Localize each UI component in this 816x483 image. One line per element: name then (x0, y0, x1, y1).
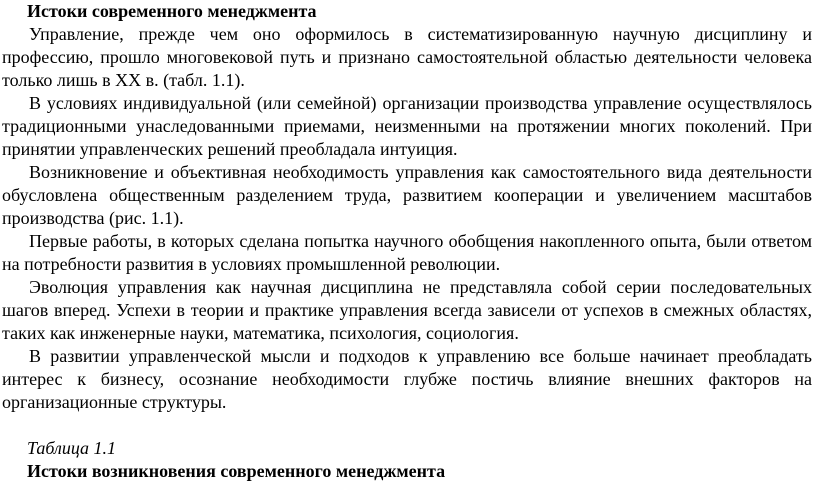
paragraph-5: Эволюция управления как научная дисциплина не представляла собой серии последовательных шагов вперед. Успехи в теории и практике управления всегда зависели от успехов в смежных областях, таких как инженерные науки, математика, психология, социология. (2, 277, 812, 343)
paragraph-3: Возникновение и объективная необходимость управления как самостоятельного вида деятельности обусловлена общественным разделением труда, развитием кооперации и увеличением масштабов производства (рис. 1.1). (2, 162, 812, 228)
paragraph-2: В условиях индивидуальной (или семейной) организации производства управление осуществлялось традиционными унаследованными приемами, неизменными на протяжении многих поколений. При принятии управленческих решений преобладала интуиция. (2, 93, 812, 159)
paragraph-1: Управление, прежде чем оно оформилось в систематизированную научную дисциплину и профессию, прошло многовековой путь и признано самостоятельной областью деятельности человека только лишь в XX в. (табл. 1.1). (2, 24, 812, 90)
blank-line (2, 414, 812, 437)
table-title: Истоки возникновения современного менеджмента (27, 461, 446, 481)
table-caption: Таблица 1.1 (27, 438, 117, 458)
paragraph-6: В развитии управленческой мысли и подходов к управлению все больше начинает преобладать интерес к бизнесу, осознание необходимости глубже постичь влияние внешних факторов на организационные структуры. (2, 346, 812, 412)
section-heading: Истоки современного менеджмента (27, 1, 317, 21)
paragraph-4: Первые работы, в которых сделана попытка научного обобщения накопленного опыта, были ответом на потребности развития в условиях промышленной революции. (2, 231, 812, 274)
